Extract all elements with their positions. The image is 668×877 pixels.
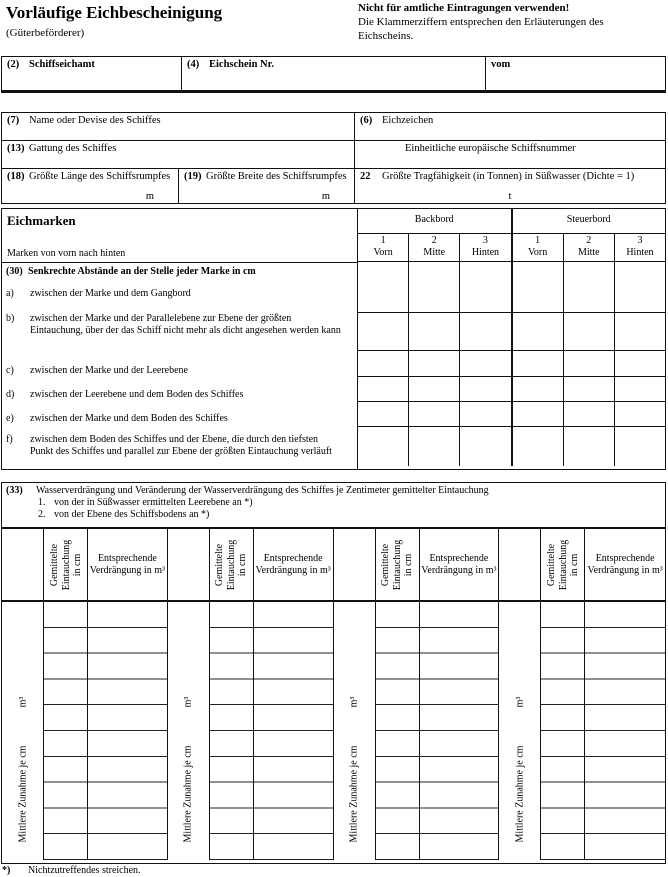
header-cell-draft: Gemittelte Eintauchung in cm: [376, 529, 420, 600]
displacement-table: [1, 528, 666, 864]
body-group: [334, 602, 500, 860]
header-cell-empty: [168, 529, 210, 600]
displacement-column: [88, 602, 168, 860]
notice-body: Die Klammerziffern entsprechen den Erläuterungen des Eichscheins.: [358, 15, 604, 42]
draft-column: [541, 602, 585, 860]
header-cell-draft: Gemittelte Eintauchung in cm: [44, 529, 88, 600]
col-steuerbord-hinten: 3 Hinten: [614, 234, 665, 261]
header-cell-displacement: Entsprechende Verdrängung in m³: [420, 529, 500, 600]
field-schiffseichamt: (2) Schiffseichamt: [7, 59, 95, 70]
grid-column: [614, 262, 665, 466]
office-table: [1, 56, 666, 93]
section30-heading: (30) Senkrechte Abstände an der Stelle jeder Marke in cm: [6, 266, 256, 277]
section33-box: [1, 482, 666, 528]
eichmarken-table: [1, 208, 666, 470]
displacement-column: [254, 602, 334, 860]
mean-increase-label: Mittlere Zunahme je cm: [514, 745, 526, 843]
body-group: [168, 602, 334, 860]
usage-notice: [358, 2, 656, 43]
unit-m3-label: m³: [182, 696, 194, 708]
header-group: [499, 529, 665, 600]
unit-m: m: [321, 191, 330, 202]
displacement-column: [585, 602, 665, 860]
ship-table: [1, 112, 666, 204]
grid-column: [563, 262, 614, 466]
notice-title: Nicht für amtliche Eintragungen verwenden!: [358, 2, 570, 14]
header-backbord: Backbord: [414, 214, 454, 225]
header-steuerbord: Steuerbord: [511, 209, 666, 233]
header-cell-displacement: Entsprechende Verdrängung in m³: [587, 552, 663, 576]
body-group: [499, 602, 665, 860]
grid-column: [408, 262, 459, 466]
section30-item-d: d) zwischen der Leerebene und dem Boden des Schiffes: [6, 389, 244, 400]
header-cell-displacement: Entsprechende Verdrängung in m³: [254, 529, 334, 600]
field-vom: vom: [485, 57, 665, 90]
section30-item-f: f) zwischen dem Boden des Schiffes und der Ebene, die durch den tiefsten Punkt des Schiffes und parallel zur Ebene der größten Eintauchung verläuft: [6, 434, 332, 457]
col-steuerbord-mitte: 2 Mitte: [563, 234, 614, 261]
field-hull-width: (19) Größte Breite des Schiffsrumpfes m: [178, 169, 354, 203]
displacement-column: [420, 602, 500, 860]
col-backbord-mitte: 2 Mitte: [408, 234, 459, 261]
mean-increase-label: Mittlere Zunahme je cm: [182, 745, 194, 843]
header-cell-draft: Gemittelte Eintauchung in cm: [541, 529, 585, 600]
footnote-marker: *): [2, 865, 11, 876]
field-eichschein-nr: (4) Eichschein Nr.: [181, 57, 485, 90]
field-ship-name: (7) Name oder Devise des Schiffes: [7, 115, 161, 126]
section30-item-c: c) zwischen der Marke und der Leerebene: [6, 365, 188, 376]
header-group: [2, 529, 168, 600]
mean-increase-label: Mittlere Zunahme je cm: [17, 745, 28, 843]
page-subtitle: (Güterbeförderer): [6, 27, 85, 39]
body-group: [2, 602, 168, 860]
page-title: Vorläufige Eichbescheinigung: [6, 3, 223, 22]
eichmarken-title: Eichmarken: [7, 213, 76, 228]
grid-column: [358, 262, 408, 466]
header-cell-empty: [334, 529, 376, 600]
section30-item-a: a) zwischen der Marke und dem Gangbord: [6, 288, 191, 299]
section30-text: [2, 263, 357, 469]
field-capacity: 22 Größte Tragfähigkeit (in Tonnen) in Süßwasser (Dichte = 1) t: [354, 169, 665, 203]
section30-item-b: b) zwischen der Marke und der Parallelebene zur Ebene der größten Eintauchung, über der das Schiff nicht mehr als dicht angesehen werden kann: [6, 313, 341, 336]
field-ship-type: (13) Gattung des Schiffes: [7, 143, 117, 154]
section30-grid: [358, 262, 665, 466]
grid-column: [511, 262, 563, 466]
eichmarken-header: [2, 209, 357, 263]
displacement-table-body: [2, 602, 665, 860]
unit-m: m: [145, 191, 154, 202]
footnote: [2, 865, 141, 876]
row-label-cell: [168, 602, 210, 860]
section33-option-2: 2. von der Ebene des Schiffsbodens an *): [38, 509, 210, 521]
grid-column: [459, 262, 510, 466]
unit-m3-label: m³: [17, 696, 28, 708]
header-cell-empty: [499, 529, 541, 600]
mean-increase-label: Mittlere Zunahme je cm: [348, 745, 360, 843]
draft-column: [44, 602, 88, 860]
header-cell-empty: [2, 529, 44, 600]
row-label-cell: [499, 602, 541, 860]
col-steuerbord-vorn: 1 Vorn: [511, 234, 563, 261]
field-eu-ship-number: Einheitliche europäische Schiffsnummer: [354, 141, 665, 168]
header-cell-displacement: Entsprechende Verdrängung in m³: [88, 529, 168, 600]
section33-heading: (33) Wasserverdrängung und Veränderung der Wasserverdrängung des Schiffes je Zentimeter gemittelter Eintauchung: [6, 485, 489, 496]
unit-m3-label: m³: [348, 696, 360, 708]
header-cell-draft: Gemittelte Eintauchung in cm: [210, 529, 254, 600]
draft-column: [210, 602, 254, 860]
field-hull-length: (18) Größte Länge des Schiffsrumpfes m: [7, 171, 171, 202]
header-group: [334, 529, 500, 600]
col-backbord-vorn: 1 Vorn: [373, 235, 393, 258]
header-group: [168, 529, 334, 600]
displacement-table-header: [2, 529, 665, 602]
eichmarken-subtitle: Marken von vorn nach hinten: [7, 248, 126, 259]
row-label-cell: [334, 602, 376, 860]
footnote-text: Nichtzutreffendes streichen.: [28, 865, 141, 876]
unit-m3-label: m³: [514, 696, 526, 708]
unit-t: t: [508, 191, 512, 202]
draft-column: [376, 602, 420, 860]
col-backbord-hinten: 3 Hinten: [459, 234, 510, 261]
section30-item-e: e) zwischen der Marke und dem Boden des Schiffes: [6, 413, 228, 424]
row-label-cell: [2, 602, 44, 860]
field-eichzeichen: (6) Eichzeichen: [354, 113, 665, 140]
section33-option-1: 1. von der in Süßwasser ermittelten Leerebene an *): [38, 497, 253, 509]
